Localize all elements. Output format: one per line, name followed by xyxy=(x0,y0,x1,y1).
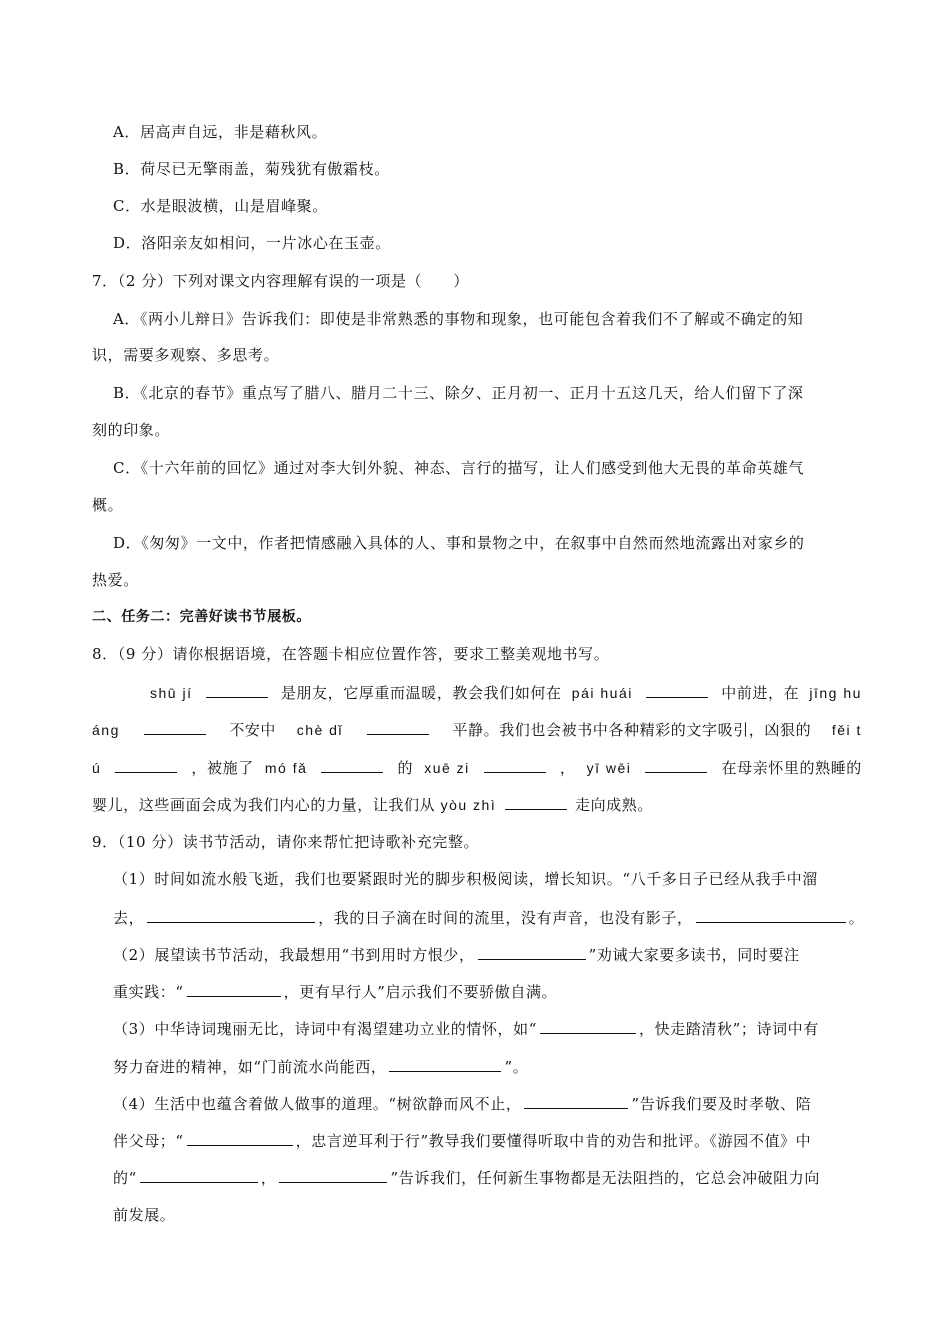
pinyin: ú xyxy=(92,760,102,776)
q9-part4-line4: 前发展。 xyxy=(113,1206,176,1224)
text: 的“ xyxy=(113,1169,137,1187)
text: 平静。我们也会被书中各种精彩的文字吸引，凶狠的 xyxy=(452,721,812,739)
pinyin: yòu zhì xyxy=(440,797,497,813)
pinyin: pái huái xyxy=(571,685,633,701)
pinyin: shū jí xyxy=(150,685,193,701)
answer-blank[interactable] xyxy=(115,756,177,773)
text: ”告诉我们，任何新生事物都是无法阻挡的，它总会冲破阻力向 xyxy=(390,1169,820,1187)
answer-blank[interactable] xyxy=(321,756,383,773)
q9-part2-line2 xyxy=(113,980,867,1003)
q9-part1-line2 xyxy=(113,906,867,929)
text: 是朋友，它厚重而温暖，教会我们如何在 xyxy=(280,684,562,702)
q7-option-d-line2: 热爱。 xyxy=(92,571,139,589)
pinyin: mó fǎ xyxy=(264,760,308,776)
answer-blank[interactable] xyxy=(524,1092,628,1109)
q6-option-d: D．洛阳亲友如相问，一片冰心在玉壶。 xyxy=(113,234,391,252)
text: ，我的日子滴在时间的流里，没有声音，也没有影子， xyxy=(318,909,693,927)
q8-line-2 xyxy=(92,718,862,741)
q9-stem: 9．（10 分）读书节活动，请你来帮忙把诗歌补充完整。 xyxy=(92,833,480,851)
text: 在母亲怀里的熟睡的 xyxy=(721,759,862,777)
q8-line-1 xyxy=(150,681,862,704)
text: ， xyxy=(260,1169,277,1187)
text: 中前进，在 xyxy=(721,684,800,702)
answer-blank[interactable] xyxy=(206,681,268,698)
answer-blank[interactable] xyxy=(279,1166,387,1183)
text: ，快走踏清秋”；诗词中有 xyxy=(639,1020,819,1038)
answer-blank[interactable] xyxy=(505,793,567,810)
text: ， xyxy=(559,759,576,777)
pinyin: chè dǐ xyxy=(296,722,344,738)
answer-blank[interactable] xyxy=(187,980,281,997)
text: （4）生活中也蕴含着做人做事的道理。“树欲静而风不止， xyxy=(113,1095,522,1113)
q8-line-3 xyxy=(92,756,862,779)
pinyin: fěi t xyxy=(831,722,862,738)
q7-option-b-line2: 刻的印象。 xyxy=(92,421,171,439)
q7-stem: 7．（2 分）下列对课文内容理解有误的一项是（ ） xyxy=(92,272,469,290)
text: ”告诉我们要及时孝敬、陪 xyxy=(631,1095,812,1113)
q6-option-b: B．荷尽已无擎雨盖，菊残犹有傲霜枝。 xyxy=(113,160,390,178)
section-heading: 二、任务二：完善好读书节展板。 xyxy=(92,609,311,625)
q9-part4-line2 xyxy=(113,1129,867,1152)
text: 伴父母；“ xyxy=(113,1132,184,1150)
answer-blank[interactable] xyxy=(147,906,315,923)
text: ，忠言逆耳利于行”教导我们要懂得听取中肯的劝告和批评。《游园不值》中 xyxy=(295,1132,812,1150)
q7-option-b-line1: B．《北京的春节》重点写了腊八、腊月二十三、除夕、正月初一、正月十五这几天，给人们留下了深 xyxy=(113,384,804,402)
answer-blank[interactable] xyxy=(478,943,586,960)
text: 不安中 xyxy=(229,721,277,739)
q7-option-a-line1: A．《两小儿辩日》告诉我们：即使是非常熟悉的事物和现象，也可能包含着我们不了解或不确定的知 xyxy=(113,310,804,328)
q8-stem: 8．（9 分）请你根据语境，在答题卡相应位置作答，要求工整美观地书写。 xyxy=(92,645,610,663)
pinyin: xuē zi xyxy=(424,760,470,776)
text: ”劝诫大家要多读书，同时要注 xyxy=(588,946,800,964)
text: 婴儿，这些画面会成为我们内心的力量，让我们从 xyxy=(92,796,436,814)
q9-part1-line1: （1）时间如流水般飞逝，我们也要紧跟时光的脚步积极阅读，增长知识。“八千多日子已经从我手中溜 xyxy=(113,870,818,888)
answer-blank[interactable] xyxy=(646,681,708,698)
q9-part3-line2 xyxy=(113,1055,867,1078)
q7-option-c-line2: 概。 xyxy=(92,496,124,514)
text: 努力奋进的精神，如“门前流水尚能西， xyxy=(113,1058,387,1076)
text: （2）展望读书节活动，我最想用“书到用时方恨少， xyxy=(113,946,475,964)
answer-blank[interactable] xyxy=(389,1055,501,1072)
pinyin: yī wēi xyxy=(586,760,632,776)
text: 去， xyxy=(113,909,145,927)
text: 走向成熟。 xyxy=(574,796,653,814)
q9-part4-line1 xyxy=(113,1092,867,1115)
q7-option-a-line2: 识，需要多观察、多思考。 xyxy=(92,346,280,364)
answer-blank[interactable] xyxy=(540,1017,636,1034)
text: 重实践：“ xyxy=(113,983,184,1001)
answer-blank[interactable] xyxy=(696,906,846,923)
text: （3）中华诗词瑰丽无比，诗词中有渴望建功立业的情怀，如“ xyxy=(113,1020,538,1038)
q8-line-4 xyxy=(92,793,867,816)
q6-option-c: C．水是眼波横，山是眉峰聚。 xyxy=(113,197,328,215)
answer-blank[interactable] xyxy=(367,718,429,735)
text: 的 xyxy=(397,759,414,777)
text: ，更有早行人”启示我们不要骄傲自满。 xyxy=(283,983,558,1001)
q7-option-c-line1: C．《十六年前的回忆》通过对李大钊外貌、神态、言行的描写，让人们感受到他大无畏的革命英雄气 xyxy=(113,459,804,477)
answer-blank[interactable] xyxy=(484,756,546,773)
answer-blank[interactable] xyxy=(140,1166,258,1183)
q9-part3-line1 xyxy=(113,1017,867,1040)
q9-part2-line1 xyxy=(113,943,867,966)
text: ，被施了 xyxy=(191,759,254,777)
pinyin: jīng hu xyxy=(809,685,862,701)
q6-option-a: A．居高声自远，非是藉秋风。 xyxy=(113,123,328,141)
pinyin: áng xyxy=(92,722,120,738)
answer-blank[interactable] xyxy=(187,1129,293,1146)
text: ”。 xyxy=(504,1058,529,1076)
text: 。 xyxy=(848,909,865,927)
answer-blank[interactable] xyxy=(645,756,707,773)
q9-part4-line3 xyxy=(113,1166,867,1189)
answer-blank[interactable] xyxy=(144,718,206,735)
q7-option-d-line1: D．《匆匆》一文中，作者把情感融入具体的人、事和景物之中，在叙事中自然而然地流露出对家乡的 xyxy=(113,534,805,552)
